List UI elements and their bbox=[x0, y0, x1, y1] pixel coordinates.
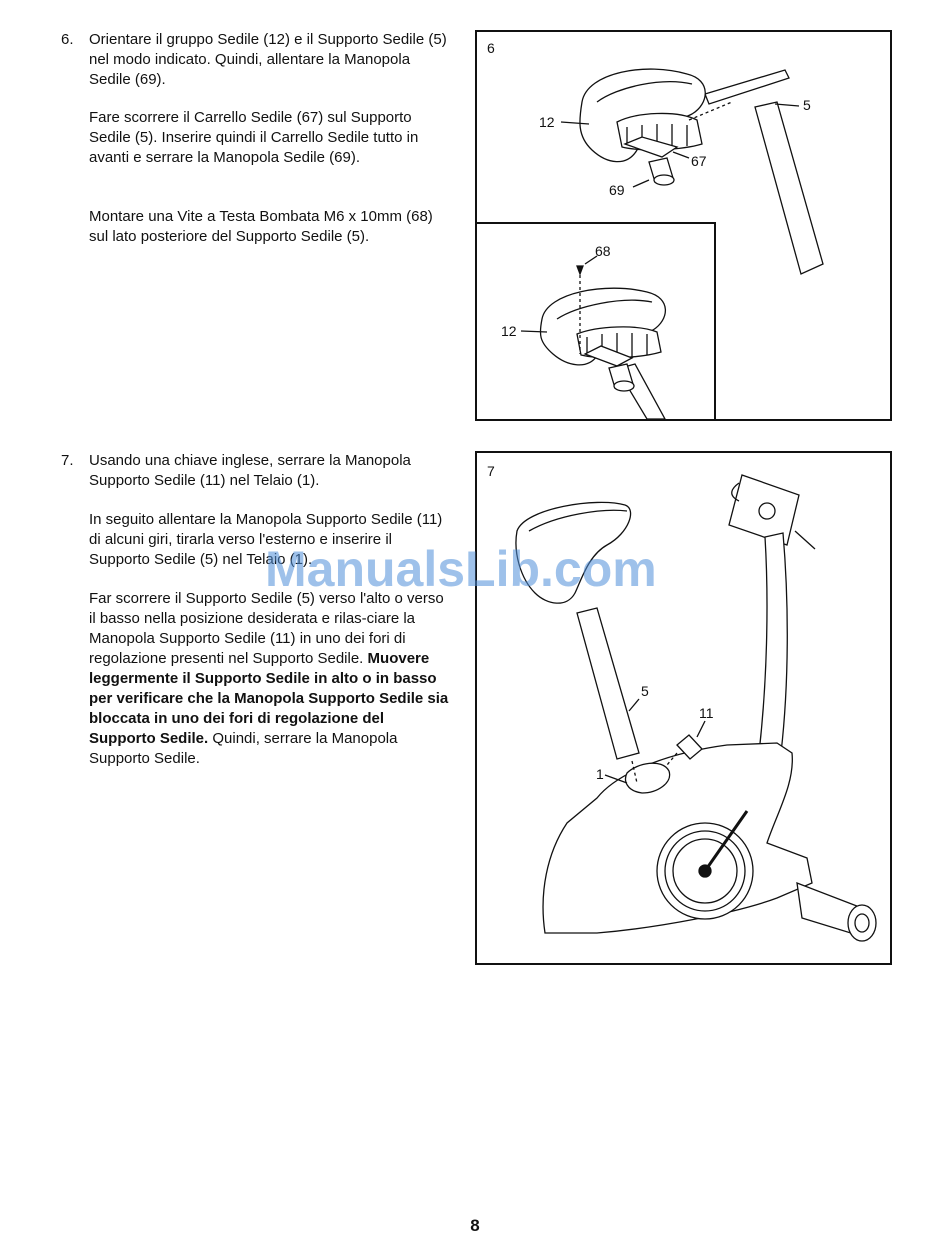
label-5-post: 5 bbox=[803, 97, 811, 113]
label-11-knob: 11 bbox=[699, 705, 714, 721]
figure-6 bbox=[475, 30, 892, 421]
figure-6-inset-drawing bbox=[477, 224, 714, 419]
figure-7 bbox=[475, 451, 892, 965]
figure-6-number: 6 bbox=[487, 40, 495, 56]
label-12-seat-inset: 12 bbox=[501, 323, 517, 339]
step-7-paragraph-3-bold: Muovere leggermente il Supporto Sedile in alto o in basso per verificare che la Manopola Supporto Sedile sia bloccata in uno dei fori di regolazione del Supporto Sedile. bbox=[89, 650, 449, 747]
label-5-post: 5 bbox=[641, 683, 649, 699]
step-6-paragraph-1: Orientare il gruppo Sedile (12) e il Supporto Sedile (5) nel modo indicato. Quindi, allentare la Manopola Sedile (69). bbox=[89, 31, 447, 88]
page-number: 8 bbox=[470, 1216, 480, 1235]
step-6-number: 6. bbox=[61, 31, 74, 48]
manualslib-watermark: ManualsLib.com bbox=[265, 541, 657, 597]
step-7-paragraph-3-end: Quindi, serrare la Manopola Supporto Sedile. bbox=[89, 730, 398, 767]
label-1-frame: 1 bbox=[596, 766, 604, 782]
figure-7-drawing bbox=[477, 453, 890, 963]
step-6-paragraph-2: Fare scorrere il Carrello Sedile (67) sul Supporto Sedile (5). Inserire quindi il Carrello Sedile tutto in avanti e serrare la Manopola Sedile (69). bbox=[89, 109, 419, 166]
step-6-paragraph-3: Montare una Vite a Testa Bombata M6 x 10mm (68) sul lato posteriore del Supporto Sedile (5). bbox=[89, 208, 433, 245]
step-7-paragraph-3-start: Far scorrere il Supporto Sedile (5) verso l'alto o verso il basso nella posizione desiderata e rilas-ciare la Manopola Supporto Sedile (11) in uno dei fori di regolazione presenti nel Supporto Sedile. bbox=[89, 590, 444, 667]
figure-7-number: 7 bbox=[487, 463, 495, 479]
step-7-number: 7. bbox=[61, 452, 74, 469]
step-7-paragraph-3 bbox=[89, 589, 449, 769]
label-68-screw: 68 bbox=[595, 243, 611, 259]
figure-6-inset bbox=[475, 222, 716, 421]
label-67-carriage: 67 bbox=[691, 153, 707, 169]
step-7-paragraph-1: Usando una chiave inglese, serrare la Manopola Supporto Sedile (11) nel Telaio (1). bbox=[89, 452, 411, 489]
step-7-paragraph-2: In seguito allentare la Manopola Supporto Sedile (11) di alcuni giri, tirarla verso l'esterno e inserire il Supporto Sedile (5) nel Telaio (1). bbox=[89, 511, 443, 568]
label-12-seat: 12 bbox=[539, 114, 555, 130]
label-69-knob: 69 bbox=[609, 182, 625, 198]
